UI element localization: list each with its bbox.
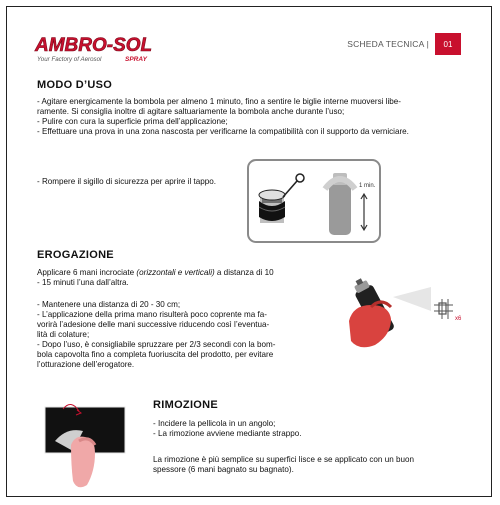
section-title-erogazione: EROGAZIONE — [37, 249, 114, 261]
header-right — [347, 33, 461, 55]
section-title-rimozione: RIMOZIONE — [153, 399, 219, 411]
erogazione-line: bola capovolta fino a completa fuoriuscita del prodotto, per evitare — [37, 350, 274, 359]
erogazione-line: - Dopo l’uso, è consigliabile spruzzare per 2/3 secondi con la bom- — [37, 340, 276, 349]
can-seal-shake-illustration — [247, 159, 381, 243]
erogazione-intro-b: (orizzontali e verticali) — [136, 268, 215, 277]
shake-duration-label: 1 min. — [359, 183, 376, 189]
spray-hand-illustration — [345, 275, 475, 355]
brand-spray: SPRAY — [125, 56, 147, 63]
modo-uso-line: ramente. Si consiglia inoltre di agitare saltuariamente la bombola anche durante l’uso; — [37, 107, 345, 116]
modo-uso-line: - Effettuare una prova in una zona nascosta per verificarne la compatibilità con il supporto da verniciare. — [37, 127, 409, 136]
erogazione-line: vorirà l’adesione delle mani successive riducendo così l’eventua- — [37, 320, 270, 329]
erogazione-text — [37, 300, 342, 370]
erogazione-intro-a: Applicare 6 mani incrociate — [37, 268, 137, 277]
seal-instruction: - Rompere il sigillo di sicurezza per aprire il tappo. — [37, 177, 217, 186]
erogazione-intro — [37, 268, 337, 288]
section-title-modo-uso: MODO D’USO — [37, 79, 113, 91]
coats-count-label: x6 — [455, 316, 462, 322]
rimozione-note-line: La rimozione è più semplice su superfici lisce e se applicato con un buon — [153, 455, 414, 464]
rimozione-line: - Incidere la pellicola in un angolo; — [153, 419, 276, 428]
rimozione-note — [153, 455, 483, 475]
brand-name: AMBRO-SOL — [35, 35, 153, 56]
brand-tagline: Your Factory of Aerosol — [37, 56, 102, 63]
modo-uso-line: - Agitare energicamente la bombola per almeno 1 minuto, fino a sentire le biglie interne muoversi libe- — [37, 97, 401, 106]
document-page — [6, 6, 492, 497]
erogazione-intro-c: a distanza di 10 — [214, 268, 274, 277]
modo-uso-line: - Pulire con cura la superficie prima dell’applicazione; — [37, 117, 228, 126]
page-number-badge: 01 — [435, 33, 461, 55]
erogazione-intro-line2: - 15 minuti l’una dall’altra. — [37, 278, 129, 287]
peel-film-illustration — [43, 395, 127, 495]
rimozione-line: - La rimozione avviene mediante strappo. — [153, 429, 302, 438]
rimozione-note-line: spessore (6 mani bagnato su bagnato). — [153, 465, 294, 474]
erogazione-line: lità di colature; — [37, 330, 90, 339]
erogazione-line: l’otturazione dell’erogatore. — [37, 360, 135, 369]
brand-logo — [33, 23, 163, 67]
doc-label: SCHEDA TECNICA | — [347, 39, 429, 49]
erogazione-line: - L’applicazione della prima mano risulterà poco coprente ma fa- — [37, 310, 267, 319]
rimozione-text — [153, 419, 473, 439]
erogazione-line: - Mantenere una distanza di 20 - 30 cm; — [37, 300, 181, 309]
erogazione-intro-line — [37, 268, 337, 278]
modo-uso-text — [37, 97, 477, 137]
